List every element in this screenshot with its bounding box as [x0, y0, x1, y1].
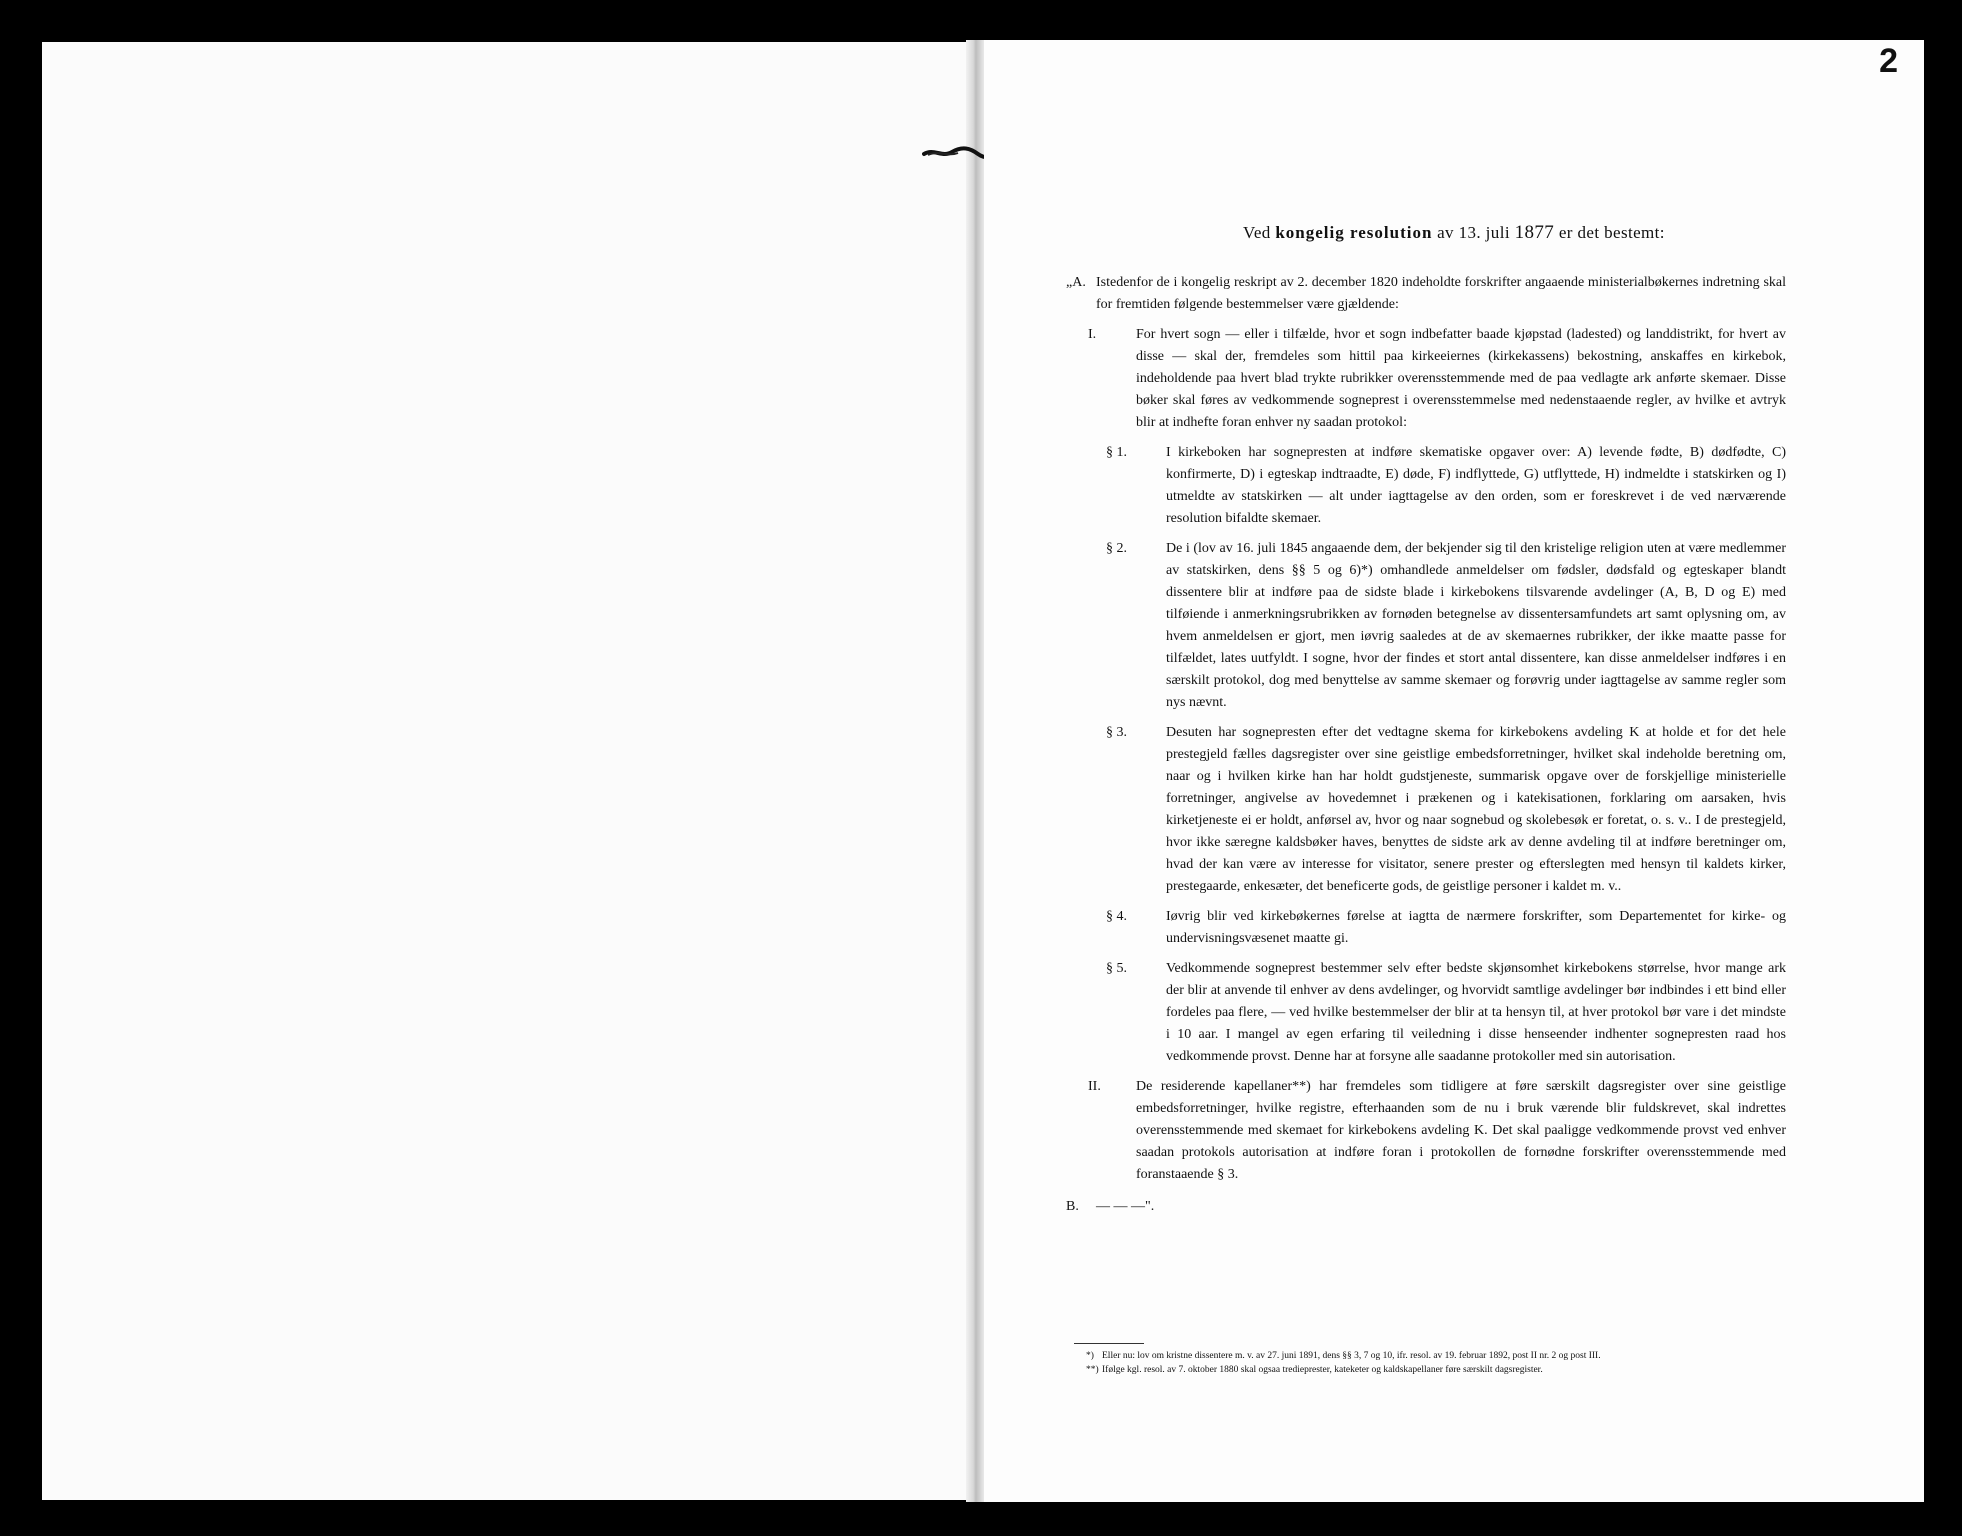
section-b [1066, 1196, 1786, 1218]
footnotes [1074, 1350, 1794, 1378]
section-text: Desuten har sognepresten efter det vedtagne skema for kirkebokens avdeling K at holde et for det hele prestegjeld fælles dagsregister over sine geistlige embedsforretninger, hvilket skal indeholde beretning om, naar og i hvilken kirke han har holdt gudstjeneste, summarisk opgave over de forskjellige ministerielle forretninger, angivelse av hovedemnet i prækenen og i katekisationen, forklaring om aarsaken, hvis kirketjeneste ei er holdt, anførsel av, hvor og naar sognebud og skolebesøk er foretat, o. s. v.. I de prestegjeld, hvor ikke særegne kaldsbøker haves, benyttes de sidste ark av denne avdeling til at indføre beretninger om, hvad der kan være av interesse for visitator, senere prester og efterslegten med hensyn til kaldets kirker, prestegaarde, enkesæter, det beneficerte gods, de geistlige personer i kaldet m. v.. [1166, 725, 1786, 894]
heading-tail: er det bestemt: [1554, 223, 1665, 242]
section-label: § 2. [1106, 541, 1127, 556]
section-label: B. [1066, 1199, 1079, 1214]
section-text: De residerende kapellaner**) har fremdeles som tidligere at føre særskilt dagsregister over sine geistlige embedsforretninger, hvilke registre, efterhaanden som de nu i bruk værende blir fuldskrevet, skal indrettes overensstemmende med skemaet for kirkebokens avdeling K. Det skal paaligge vedkommende provst ved enhver saadan protokols autorisation at indføre foran i protokollen de fornødne forskrifter overensstemmende med foranstaaende § 3. [1136, 1079, 1786, 1182]
footnote [1074, 1364, 1794, 1376]
footnote-label: *) [1086, 1351, 1094, 1361]
paragraph-1 [1106, 442, 1786, 530]
section-text: Istedenfor de i kongelig reskript av 2. december 1820 indeholdte forskrifter angaaende ministerialbøkernes indretning skal for fremtiden følgende bestemmelser være gjældende: [1096, 275, 1786, 312]
heading-post: av 13. juli [1432, 223, 1515, 242]
heading-pre: Ved [1243, 223, 1276, 242]
paragraph-4 [1106, 906, 1786, 950]
section-label: II. [1088, 1079, 1101, 1094]
section-label: § 3. [1106, 725, 1127, 740]
section-text: De i (lov av 16. juli 1845 angaaende dem, der bekjender sig til den kristelige religion uten at være medlemmer av statskirken, dens §§ 5 og 6)*) omhandlede anmeldelser om fødsler, dødsfald og egteskaper blandt dissentere blir at indføre paa de sidste blade i kirkebokens tilsvarende avdelinger (A, B, D og E) med tilføiende i anmerkningsrubrikken av fornøden betegnelse av dissentersamfundets art samt oplysning om, av hvem anmeldelsen er gjort, men iøvrig saaledes at de av skemaernes rubrikker, der ikke maatte passe for tilfældet, lates uutfyldt. I sogne, hvor der findes et stort antal dissentere, kan disse anmeldelser indføres i en særskilt protokol, dog med benyttelse av samme skemaer og forøvrig under iagttagelse av samme regler som nys nævnt. [1166, 541, 1786, 710]
heading-year: 1877 [1514, 222, 1555, 243]
footnote-rule [1074, 1343, 1144, 1344]
section-label: § 1. [1106, 445, 1127, 460]
book-spine [966, 40, 984, 1502]
page-number: 2 [1879, 42, 1898, 80]
section-i [1088, 324, 1786, 434]
resolution-heading [984, 222, 1924, 244]
footnote-text: Ifølge kgl. resol. av 7. oktober 1880 skal ogsaa tredieprester, kateketer og kaldskapellaner føre særskilt dagsregister. [1102, 1365, 1543, 1375]
section-label: § 5. [1106, 961, 1127, 976]
paragraph-5 [1106, 958, 1786, 1068]
resolution-body [1066, 272, 1786, 1226]
section-label: I. [1088, 327, 1097, 342]
left-page [42, 42, 972, 1500]
paragraph-2 [1106, 538, 1786, 714]
footnote-label: **) [1086, 1365, 1099, 1375]
section-text: Iøvrig blir ved kirkebøkernes førelse at iagtta de nærmere forskrifter, som Departementet for kirke- og undervisningsvæsenet maatte gi. [1166, 909, 1786, 946]
footnote-text: Eller nu: lov om kristne dissentere m. v. av 27. juni 1891, dens §§ 3, 7 og 10, ifr. resol. av 19. februar 1892, post II nr. 2 og post III. [1102, 1351, 1601, 1361]
section-text: Vedkommende sogneprest bestemmer selv efter bedste skjønsomhet kirkebokens størrelse, hvor mange ark der blir at anvende til enhver av dens avdelinger, og hvorvidt samtlige avdelinger bør indbindes i ett bind eller fordeles paa flere, — ved hvilke bestemmelser der blir at ta hensyn til, at hver protokol bør vare i det mindste i 10 aar. I mangel av egen erfaring til veiledning i disse henseender indhenter sognepresten raad hos vedkommende provst. Denne har at forsyne alle saadanne protokoller med sin autorisation. [1166, 961, 1786, 1064]
footnote [1074, 1350, 1794, 1362]
section-label: § 4. [1106, 909, 1127, 924]
heading-bold: kongelig resolution [1275, 223, 1433, 242]
section-ii [1088, 1076, 1786, 1186]
paragraph-3 [1106, 722, 1786, 898]
section-label: „A. [1066, 275, 1086, 290]
section-text: For hvert sogn — eller i tilfælde, hvor et sogn indbefatter baade kjøpstad (ladested) og landdistrikt, for hvert av disse — skal der, fremdeles som hittil paa kirkeeiernes (kirkekassens) bekostning, anskaffes en kirkebok, indeholdende paa hvert blad trykte rubrikker overensstemmende med de paa vedlagte ark anførte skemaer. Disse bøker skal føres av vedkommende sogneprest i overensstemmelse med nedenstaaende regler, av hvilke et avtryk blir at indhefte foran enhver ny saadan protokol: [1136, 327, 1786, 430]
section-a [1066, 272, 1786, 316]
right-page [984, 40, 1924, 1502]
section-text: — — —". [1096, 1199, 1155, 1214]
section-text: I kirkeboken har sognepresten at indføre skematiske opgaver over: A) levende fødte, B) dødfødte, C) konfirmerte, D) i egteskap indtraadte, E) døde, F) indflyttede, G) utflyttede, H) indmeldte i statskirken og I) utmeldte av statskirken — alt under iagttagelse av den orden, som er foreskrevet i de ved nærværende resolution bifaldte skemaer. [1166, 445, 1786, 526]
